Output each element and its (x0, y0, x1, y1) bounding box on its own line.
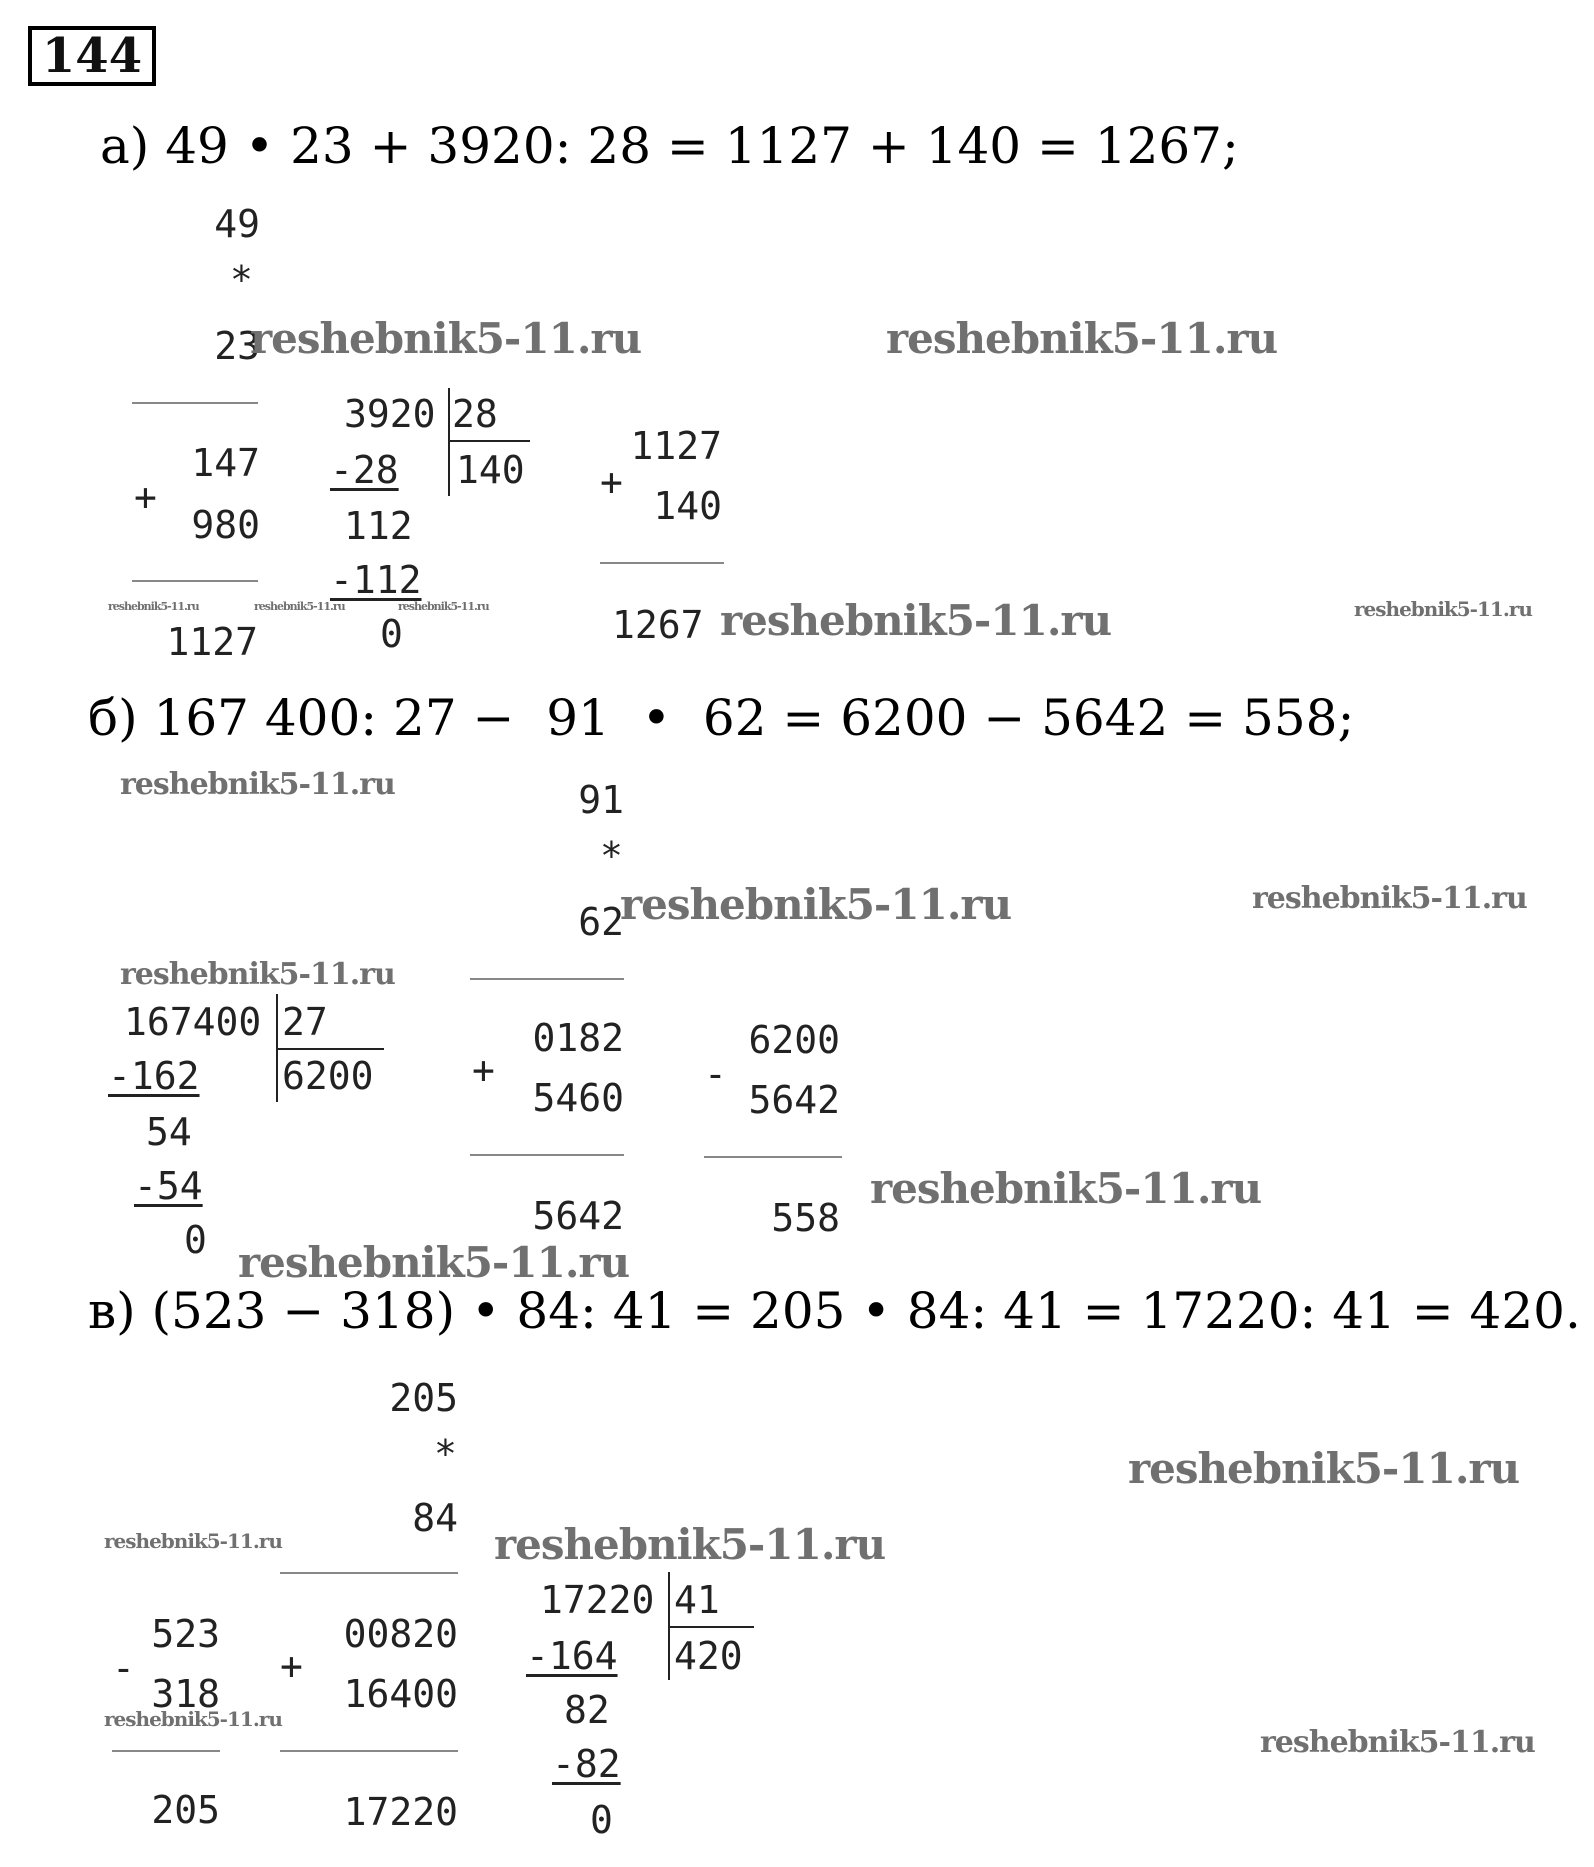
c-mult-op: * (434, 1432, 457, 1476)
b-mult-top: 91 (578, 778, 624, 822)
c-div-dividend: 17220 (540, 1578, 655, 1622)
b-mult-plus: + (472, 1048, 495, 1092)
watermark: reshebnik5-11.ru (1260, 1725, 1535, 1760)
watermark: reshebnik5-11.ru (870, 1164, 1262, 1213)
b-mult-partial2: 5460 (532, 1076, 624, 1120)
b-div-dividend: 167400 (124, 1000, 262, 1044)
b-mult-line2 (470, 1154, 624, 1156)
a-div-hline (448, 440, 530, 442)
b-div-sub1: -162 (108, 1054, 200, 1098)
b-div-sub2: -54 (134, 1164, 203, 1208)
equation-b: б) 167 400: 27 − 91 • 62 = 6200 − 5642 = 558; (88, 689, 1355, 747)
watermark: reshebnik5-11.ru (886, 314, 1278, 363)
b-sub-bottom: 5642 (748, 1078, 840, 1122)
a-div-rem1: 112 (344, 504, 413, 548)
a-mult-plus: + (134, 475, 157, 519)
a-add-result: 1267 (612, 603, 704, 647)
b-sub-line (704, 1156, 842, 1158)
watermark: reshebnik5-11.ru (120, 957, 395, 992)
c-mult-plus: + (280, 1644, 303, 1688)
watermark: reshebnik5-11.ru (250, 314, 642, 363)
c-div-hline (668, 1626, 754, 1628)
b-sub-result: 558 (771, 1196, 840, 1240)
c-sub-op: - (112, 1646, 135, 1690)
b-sub-op: - (704, 1052, 727, 1096)
watermark: reshebnik5-11.ru (104, 1529, 282, 1553)
b-div-quotient: 6200 (282, 1054, 374, 1098)
c-mult-partial1: 00820 (343, 1612, 458, 1656)
a-mult-bottom: 23 (214, 324, 260, 368)
a-div-divisor: 28 (452, 392, 498, 436)
watermark: reshebnik5-11.ru (108, 600, 199, 613)
c-div-rem: 0 (590, 1798, 613, 1842)
equation-a: а) 49 • 23 + 3920: 28 = 1127 + 140 = 1267; (100, 117, 1239, 175)
b-div-hline (276, 1048, 384, 1050)
c-sub-result: 205 (151, 1788, 220, 1832)
c-sub-bottom: 318 (151, 1672, 220, 1716)
a-add-line (600, 562, 724, 564)
b-sub-top: 6200 (748, 1018, 840, 1062)
a-div-dividend: 3920 (344, 392, 436, 436)
a-div-quotient: 140 (456, 448, 525, 492)
watermark: reshebnik5-11.ru (620, 880, 1012, 929)
c-mult-line2 (280, 1750, 458, 1752)
watermark: reshebnik5-11.ru (1128, 1444, 1520, 1493)
a-div-sub1: -28 (330, 448, 399, 492)
a-mult-top: 49 (214, 202, 260, 246)
a-mult-op: * (230, 258, 253, 302)
a-div-vline (448, 388, 450, 496)
c-mult-top: 205 (389, 1376, 458, 1420)
watermark: reshebnik5-11.ru (398, 600, 489, 613)
a-mult-partial2: 980 (191, 503, 260, 547)
task-number: 144 (28, 26, 156, 86)
b-div-rem: 0 (184, 1218, 207, 1262)
b-div-divisor: 27 (282, 1000, 328, 1044)
c-mult-result: 17220 (343, 1790, 458, 1834)
watermark: reshebnik5-11.ru (1354, 597, 1532, 621)
watermark: reshebnik5-11.ru (720, 596, 1112, 645)
c-div-sub2: -82 (552, 1742, 621, 1786)
c-div-divisor: 41 (674, 1578, 720, 1622)
watermark: reshebnik5-11.ru (238, 1238, 630, 1287)
watermark: reshebnik5-11.ru (254, 600, 345, 613)
c-mult-bottom: 84 (412, 1496, 458, 1540)
a-add-bottom: 140 (653, 484, 722, 528)
a-mult-line1 (132, 402, 258, 404)
c-sub-line (112, 1750, 220, 1752)
b-mult-line1 (470, 978, 624, 980)
a-div-sub2: -112 (330, 558, 422, 602)
a-add-top: 1127 (630, 424, 722, 468)
b-mult-partial1: 0182 (532, 1016, 624, 1060)
b-div-rem1: 54 (146, 1110, 192, 1154)
c-mult-line1 (280, 1572, 458, 1574)
c-mult-partial2: 16400 (343, 1672, 458, 1716)
c-div-rem1: 82 (564, 1688, 610, 1732)
a-mult-partial1: 147 (191, 441, 260, 485)
watermark: reshebnik5-11.ru (104, 1707, 282, 1731)
b-mult-op: * (600, 834, 623, 878)
watermark: reshebnik5-11.ru (1252, 881, 1527, 916)
b-mult-result: 5642 (532, 1194, 624, 1238)
a-add-op: + (600, 460, 623, 504)
c-sub-top: 523 (151, 1612, 220, 1656)
b-mult-bottom: 62 (578, 900, 624, 944)
c-div-sub1: -164 (526, 1634, 618, 1678)
equation-c: в) (523 − 318) • 84: 41 = 205 • 84: 41 = 17220: 41 = 420. (88, 1282, 1581, 1340)
a-mult-result: 1127 (166, 620, 258, 664)
a-div-rem: 0 (380, 612, 403, 656)
watermark: reshebnik5-11.ru (494, 1520, 886, 1569)
c-div-quotient: 420 (674, 1634, 743, 1678)
watermark: reshebnik5-11.ru (120, 767, 395, 802)
a-mult-line2 (132, 580, 258, 582)
